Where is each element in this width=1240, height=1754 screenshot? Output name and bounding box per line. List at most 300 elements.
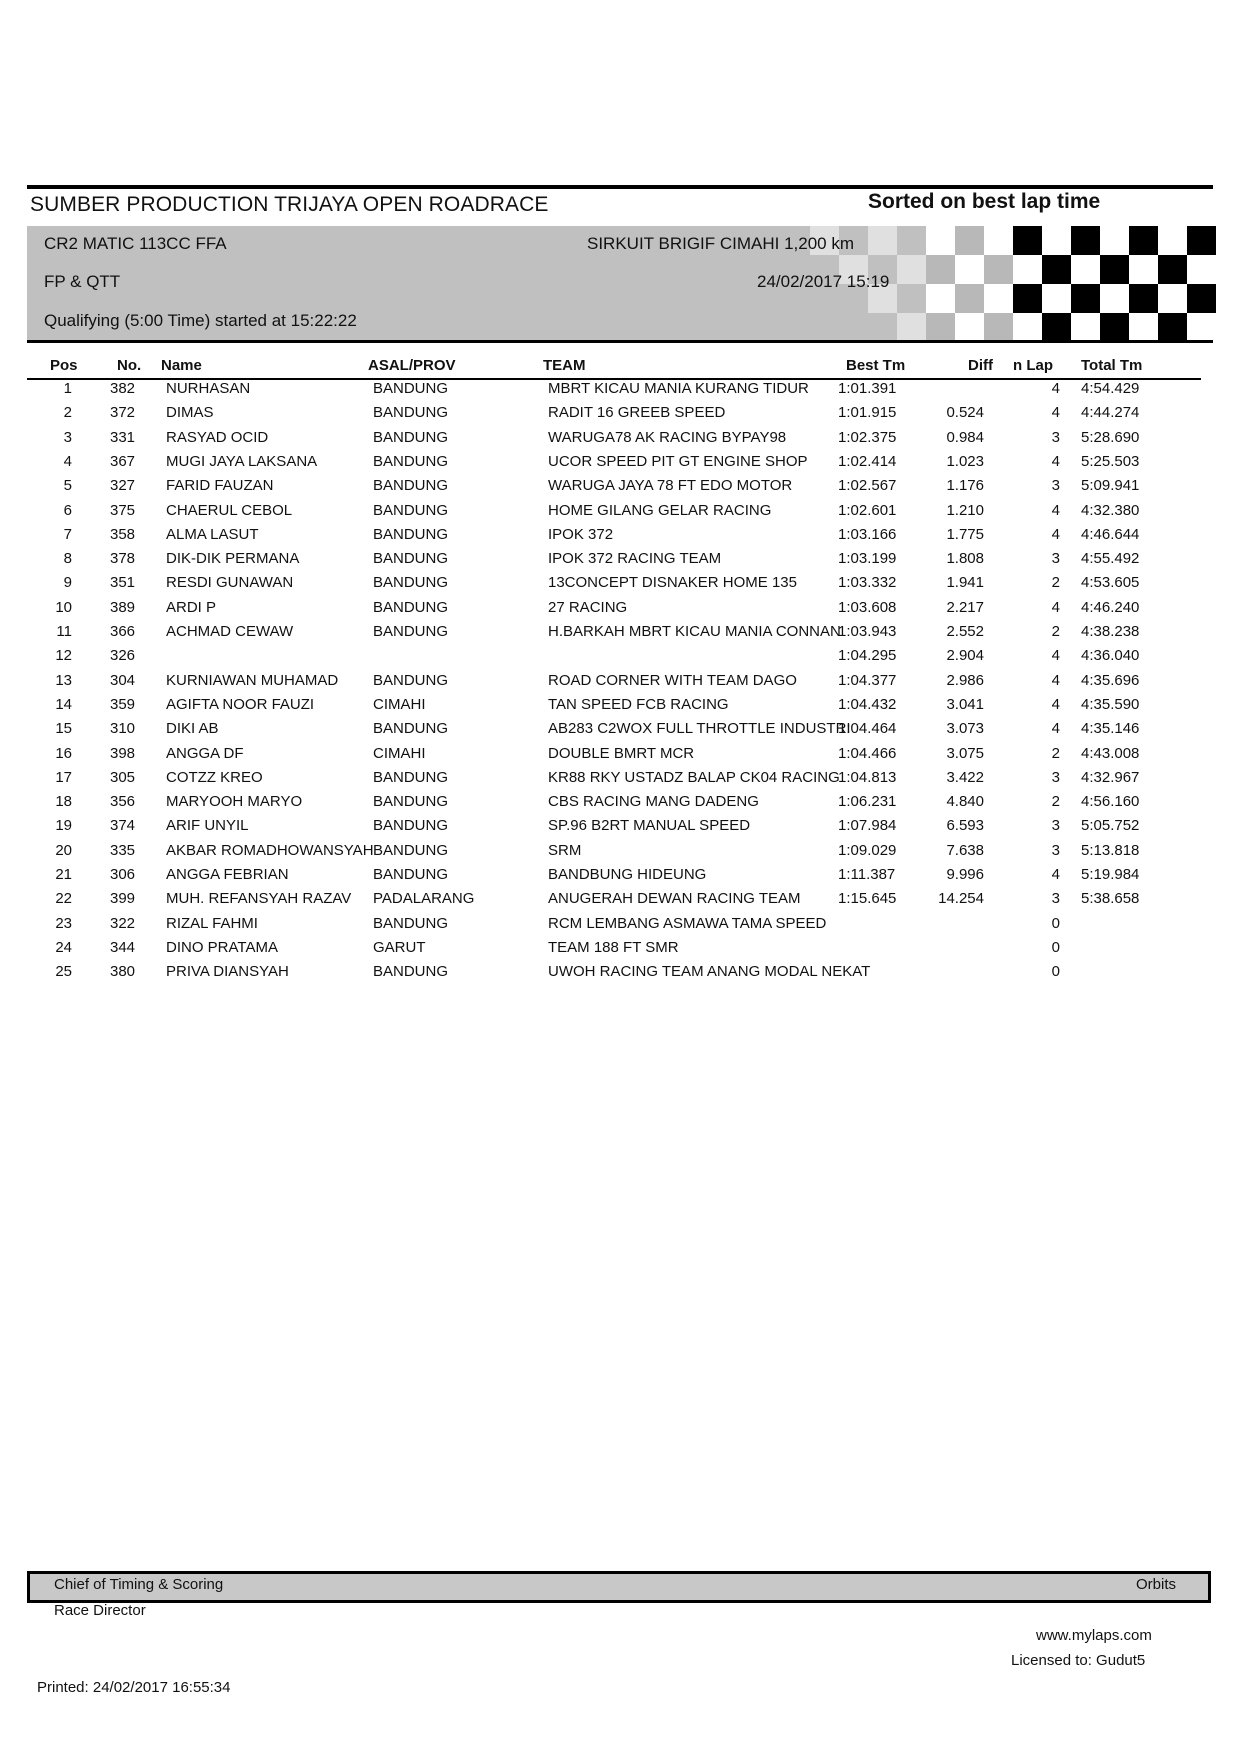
col-header-diff: Diff xyxy=(968,357,993,374)
session-datetime: 24/02/2017 15:19 xyxy=(757,272,890,291)
cell-asal: BANDUNG xyxy=(373,914,449,932)
cell-name: MUGI JAYA LAKSANA xyxy=(166,452,318,470)
flag-square xyxy=(1042,284,1071,313)
cell-team: AB283 C2WOX FULL THROTTLE INDUSTRI xyxy=(548,720,851,738)
cell-asal: BANDUNG xyxy=(373,525,449,543)
cell-laps: 0 xyxy=(1051,938,1060,956)
cell-team: ROAD CORNER WITH TEAM DAGO xyxy=(548,671,797,689)
cell-diff: 2.552 xyxy=(946,623,984,640)
cell-asal: BANDUNG xyxy=(373,404,449,422)
table-row xyxy=(0,647,1240,671)
cell-pos: 17 xyxy=(55,768,72,786)
cell-team: DOUBLE BMRT MCR xyxy=(548,744,695,762)
cell-number: 356 xyxy=(110,793,136,811)
cell-laps: 3 xyxy=(1051,768,1060,786)
cell-best-time: 1:04.464 xyxy=(838,720,897,738)
cell-total-time: 4:46.240 xyxy=(1081,598,1140,616)
col-header-no: No. xyxy=(117,357,142,374)
cell-number: 335 xyxy=(110,841,136,859)
cell-diff: 1.808 xyxy=(946,550,984,568)
cell-best-time: 1:02.601 xyxy=(838,501,897,519)
cell-team: HOME GILANG GELAR RACING xyxy=(548,501,772,519)
flag-square xyxy=(984,255,1013,284)
col-header-pos: Pos xyxy=(50,357,78,374)
cell-diff: 1.210 xyxy=(946,501,984,519)
cell-pos: 19 xyxy=(55,817,72,835)
session-name: FP & QTT xyxy=(44,272,121,291)
table-row xyxy=(0,915,1240,939)
cell-pos: 9 xyxy=(63,574,72,592)
cell-total-time: 5:05.752 xyxy=(1081,817,1140,835)
table-row xyxy=(0,550,1240,574)
cell-total-time: 5:19.984 xyxy=(1081,866,1140,883)
cell-diff: 2.217 xyxy=(946,598,984,616)
flag-square xyxy=(926,284,955,313)
cell-number: 351 xyxy=(110,574,136,592)
flag-square xyxy=(1013,313,1042,342)
cell-asal: GARUT xyxy=(373,938,426,956)
cell-total-time: 4:53.605 xyxy=(1081,574,1140,592)
cell-best-time: 1:11.387 xyxy=(838,866,896,883)
table-row xyxy=(0,890,1240,914)
cell-name: MARYOOH MARYO xyxy=(166,793,303,811)
flag-square xyxy=(1100,313,1129,342)
cell-number: 378 xyxy=(110,550,136,568)
cell-team: RADIT 16 GREEB SPEED xyxy=(548,404,726,422)
table-row xyxy=(0,696,1240,720)
cell-number: 327 xyxy=(110,477,136,495)
flag-square xyxy=(839,313,868,342)
flag-square xyxy=(1042,226,1071,255)
cell-diff: 3.422 xyxy=(946,768,984,786)
flag-square xyxy=(1071,313,1100,342)
cell-laps: 4 xyxy=(1051,671,1060,689)
cell-best-time: 1:04.432 xyxy=(838,695,897,713)
flag-square xyxy=(897,284,926,313)
cell-diff: 1.775 xyxy=(946,525,984,543)
col-header-best-time: Best Tm xyxy=(846,357,906,374)
table-row xyxy=(0,842,1240,866)
table-row xyxy=(0,939,1240,963)
cell-pos: 24 xyxy=(55,938,72,956)
flag-square xyxy=(984,226,1013,255)
flag-square xyxy=(1042,313,1071,342)
cell-name: PRIVA DIANSYAH xyxy=(166,963,289,981)
cell-best-time: 1:02.375 xyxy=(838,428,897,446)
table-row xyxy=(0,453,1240,477)
table-row xyxy=(0,769,1240,793)
cell-asal: BANDUNG xyxy=(373,793,449,811)
cell-team: 27 RACING xyxy=(548,598,628,616)
cell-diff: 1.941 xyxy=(946,574,984,592)
cell-diff: 3.041 xyxy=(946,695,984,713)
cell-team: IPOK 372 xyxy=(548,525,614,543)
cell-number: 367 xyxy=(110,452,136,470)
flag-square xyxy=(955,255,984,284)
cell-pos: 1 xyxy=(63,380,72,397)
cell-team: CBS RACING MANG DADENG xyxy=(548,793,759,811)
flag-square xyxy=(897,313,926,342)
cell-asal: BANDUNG xyxy=(373,550,449,568)
session-start-info: Qualifying (5:00 Time) started at 15:22:22 xyxy=(44,311,357,330)
cell-total-time: 4:32.967 xyxy=(1081,768,1140,786)
table-row xyxy=(0,526,1240,550)
cell-best-time: 1:03.332 xyxy=(838,574,897,592)
cell-asal: BANDUNG xyxy=(373,380,449,397)
cell-diff: 4.840 xyxy=(946,793,984,811)
col-header-laps: n Lap xyxy=(1013,357,1053,374)
cell-best-time: 1:02.567 xyxy=(838,477,897,495)
cell-diff: 9.996 xyxy=(946,866,984,883)
cell-laps: 4 xyxy=(1051,598,1060,616)
cell-name: DINO PRATAMA xyxy=(166,938,278,956)
cell-laps: 4 xyxy=(1051,647,1060,665)
cell-best-time: 1:04.295 xyxy=(838,647,897,665)
cell-number: 382 xyxy=(110,380,136,397)
cell-name: AKBAR ROMADHOWANSYAH xyxy=(166,841,374,859)
flag-square xyxy=(897,226,926,255)
table-row xyxy=(0,429,1240,453)
flag-square xyxy=(1100,284,1129,313)
cell-pos: 23 xyxy=(55,914,72,932)
flag-square xyxy=(1071,255,1100,284)
cell-team: KR88 RKY USTADZ BALAP CK04 RACING xyxy=(548,768,840,786)
cell-name: RIZAL FAHMI xyxy=(166,914,258,932)
cell-number: 372 xyxy=(110,404,136,422)
flag-square xyxy=(1158,313,1187,342)
flag-square xyxy=(1071,284,1100,313)
cell-total-time: 4:36.040 xyxy=(1081,647,1140,665)
cell-number: 310 xyxy=(110,720,136,738)
sort-label: Sorted on best lap time xyxy=(868,190,1101,213)
flag-square xyxy=(1187,255,1216,284)
cell-number: 322 xyxy=(110,914,136,932)
cell-pos: 2 xyxy=(63,404,72,422)
cell-laps: 2 xyxy=(1051,744,1060,762)
cell-total-time: 4:35.696 xyxy=(1081,671,1140,689)
cell-laps: 3 xyxy=(1051,817,1060,835)
cell-total-time: 4:35.146 xyxy=(1081,720,1140,738)
cell-best-time: 1:15.645 xyxy=(838,890,897,908)
cell-total-time: 4:54.429 xyxy=(1081,380,1140,397)
cell-name: DIMAS xyxy=(166,404,214,422)
cell-team: SP.96 B2RT MANUAL SPEED xyxy=(548,817,751,835)
cell-best-time: 1:03.166 xyxy=(838,525,897,543)
cell-pos: 12 xyxy=(55,647,72,665)
table-row xyxy=(0,404,1240,428)
cell-diff: 2.986 xyxy=(946,671,984,689)
website-label: www.mylaps.com xyxy=(1036,1627,1152,1644)
cell-diff: 7.638 xyxy=(946,841,984,859)
cell-number: 398 xyxy=(110,744,136,762)
license-label: Licensed to: Gudut5 xyxy=(1011,1652,1146,1669)
cell-name: ALMA LASUT xyxy=(166,525,259,543)
cell-best-time: 1:02.414 xyxy=(838,452,897,470)
cell-name: DIKI AB xyxy=(166,720,219,738)
cell-number: 399 xyxy=(110,890,136,908)
table-row xyxy=(0,793,1240,817)
printed-timestamp: Printed: 24/02/2017 16:55:34 xyxy=(37,1679,231,1696)
cell-laps: 0 xyxy=(1051,963,1060,981)
col-header-team: TEAM xyxy=(543,357,586,374)
flag-square xyxy=(868,226,897,255)
cell-pos: 18 xyxy=(55,793,72,811)
table-row xyxy=(0,866,1240,890)
col-header-asal: ASAL/PROV xyxy=(368,357,456,374)
cell-asal: BANDUNG xyxy=(373,841,449,859)
cell-best-time: 1:06.231 xyxy=(838,793,897,811)
cell-laps: 0 xyxy=(1051,914,1060,932)
cell-pos: 15 xyxy=(55,720,72,738)
cell-asal: BANDUNG xyxy=(373,501,449,519)
flag-square xyxy=(1013,226,1042,255)
cell-best-time: 1:03.199 xyxy=(838,550,897,568)
cell-number: 306 xyxy=(110,866,136,883)
cell-laps: 3 xyxy=(1051,477,1060,495)
cell-total-time: 5:28.690 xyxy=(1081,428,1140,446)
cell-total-time: 4:56.160 xyxy=(1081,793,1140,811)
cell-laps: 3 xyxy=(1051,890,1060,908)
cell-total-time: 4:46.644 xyxy=(1081,525,1140,543)
cell-laps: 4 xyxy=(1051,380,1060,397)
cell-pos: 22 xyxy=(55,890,72,908)
cell-team: RCM LEMBANG ASMAWA TAMA SPEED xyxy=(548,914,827,932)
cell-diff: 1.023 xyxy=(946,452,984,470)
cell-number: 380 xyxy=(110,963,136,981)
table-row xyxy=(0,817,1240,841)
cell-diff: 3.073 xyxy=(946,720,984,738)
cell-name: RESDI GUNAWAN xyxy=(166,574,294,592)
cell-name: ACHMAD CEWAW xyxy=(166,623,294,640)
flag-square xyxy=(897,255,926,284)
cell-pos: 13 xyxy=(55,671,72,689)
flag-square xyxy=(955,226,984,255)
cell-asal: CIMAHI xyxy=(373,744,426,762)
cell-laps: 2 xyxy=(1051,574,1060,592)
col-header-name: Name xyxy=(161,357,202,374)
cell-pos: 8 xyxy=(63,550,72,568)
cell-asal: BANDUNG xyxy=(373,866,449,883)
flag-square xyxy=(1129,226,1158,255)
cell-team: H.BARKAH MBRT KICAU MANIA CONNAN xyxy=(548,623,841,640)
flag-square xyxy=(1129,313,1158,342)
cell-pos: 16 xyxy=(55,744,72,762)
cell-asal: BANDUNG xyxy=(373,574,449,592)
cell-number: 375 xyxy=(110,501,136,519)
table-row xyxy=(0,502,1240,526)
cell-team: SRM xyxy=(548,841,582,859)
cell-best-time: 1:04.466 xyxy=(838,744,897,762)
cell-asal: BANDUNG xyxy=(373,963,449,981)
cell-name: KURNIAWAN MUHAMAD xyxy=(166,671,339,689)
cell-diff: 0.984 xyxy=(946,428,984,446)
cell-asal: BANDUNG xyxy=(373,623,449,640)
cell-laps: 3 xyxy=(1051,550,1060,568)
header-top-rule xyxy=(27,185,1213,189)
cell-total-time: 5:09.941 xyxy=(1081,477,1140,495)
table-row xyxy=(0,477,1240,501)
cell-laps: 4 xyxy=(1051,695,1060,713)
cell-team: WARUGA78 AK RACING BYPAY98 xyxy=(548,428,787,446)
cell-total-time: 5:25.503 xyxy=(1081,452,1140,470)
cell-asal: PADALARANG xyxy=(373,890,475,908)
cell-team: UWOH RACING TEAM ANANG MODAL NEKAT xyxy=(548,963,871,981)
flag-square xyxy=(810,313,839,342)
cell-diff: 14.254 xyxy=(938,890,984,908)
flag-square xyxy=(926,313,955,342)
table-row xyxy=(0,574,1240,598)
cell-asal: BANDUNG xyxy=(373,428,449,446)
cell-laps: 4 xyxy=(1051,404,1060,422)
table-row xyxy=(0,720,1240,744)
cell-asal: BANDUNG xyxy=(373,598,449,616)
cell-asal: BANDUNG xyxy=(373,817,449,835)
flag-square xyxy=(984,284,1013,313)
cell-laps: 4 xyxy=(1051,452,1060,470)
flag-square xyxy=(1100,255,1129,284)
flag-square xyxy=(1100,226,1129,255)
cell-name: CHAERUL CEBOL xyxy=(166,501,293,519)
cell-team: MBRT KICAU MANIA KURANG TIDUR xyxy=(548,380,809,397)
cell-name: ANGGA DF xyxy=(166,744,244,762)
cell-pos: 21 xyxy=(55,866,72,883)
flag-square xyxy=(926,255,955,284)
flag-square xyxy=(1042,255,1071,284)
cell-best-time: 1:03.608 xyxy=(838,598,897,616)
cell-number: 358 xyxy=(110,525,136,543)
cell-laps: 3 xyxy=(1051,428,1060,446)
flag-square xyxy=(1158,284,1187,313)
cell-team: TEAM 188 FT SMR xyxy=(548,938,679,956)
table-row xyxy=(0,380,1240,404)
flag-square xyxy=(1013,284,1042,313)
cell-pos: 14 xyxy=(55,695,72,713)
cell-laps: 4 xyxy=(1051,720,1060,738)
cell-number: 304 xyxy=(110,671,136,689)
table-row xyxy=(0,599,1240,623)
cell-best-time: 1:09.029 xyxy=(838,841,897,859)
cell-diff: 0.524 xyxy=(946,404,984,422)
cell-name: RASYAD OCID xyxy=(166,428,269,446)
cell-pos: 25 xyxy=(55,963,72,981)
cell-total-time: 4:44.274 xyxy=(1081,404,1140,422)
flag-square xyxy=(1071,226,1100,255)
cell-pos: 5 xyxy=(63,477,72,495)
cell-diff: 3.075 xyxy=(946,744,984,762)
cell-pos: 3 xyxy=(63,428,72,446)
cell-asal: BANDUNG xyxy=(373,671,449,689)
table-row xyxy=(0,672,1240,696)
cell-total-time: 4:32.380 xyxy=(1081,501,1140,519)
orbits-label: Orbits xyxy=(1136,1576,1177,1593)
flag-square xyxy=(1013,255,1042,284)
flag-square xyxy=(955,284,984,313)
cell-total-time: 4:38.238 xyxy=(1081,623,1140,640)
cell-pos: 6 xyxy=(63,501,72,519)
cell-total-time: 4:55.492 xyxy=(1081,550,1140,568)
cell-asal: BANDUNG xyxy=(373,768,449,786)
cell-laps: 4 xyxy=(1051,866,1060,883)
cell-team: WARUGA JAYA 78 FT EDO MOTOR xyxy=(548,477,793,495)
flag-square xyxy=(984,313,1013,342)
cell-team: BANDBUNG HIDEUNG xyxy=(548,866,707,883)
flag-square xyxy=(868,313,897,342)
cell-pos: 20 xyxy=(55,841,72,859)
flag-square xyxy=(1158,255,1187,284)
cell-name: ARDI P xyxy=(166,598,217,616)
cell-number: 374 xyxy=(110,817,136,835)
cell-pos: 11 xyxy=(56,623,72,640)
cell-team: ANUGERAH DEWAN RACING TEAM xyxy=(548,890,801,908)
cell-team: 13CONCEPT DISNAKER HOME 135 xyxy=(548,574,797,592)
cell-best-time: 1:01.391 xyxy=(838,380,897,397)
table-row xyxy=(0,745,1240,769)
chief-of-timing-label: Chief of Timing & Scoring xyxy=(54,1576,224,1593)
cell-asal: CIMAHI xyxy=(373,695,426,713)
cell-pos: 10 xyxy=(55,598,72,616)
cell-pos: 7 xyxy=(63,525,72,543)
cell-best-time: 1:01.915 xyxy=(838,404,897,422)
cell-laps: 3 xyxy=(1051,841,1060,859)
cell-name: MUH. REFANSYAH RAZAV xyxy=(166,890,352,908)
cell-diff: 2.904 xyxy=(946,647,984,665)
cell-number: 326 xyxy=(110,647,136,665)
circuit-name: SIRKUIT BRIGIF CIMAHI 1,200 km xyxy=(587,234,855,253)
cell-asal: BANDUNG xyxy=(373,477,449,495)
flag-square xyxy=(955,313,984,342)
cell-team: TAN SPEED FCB RACING xyxy=(548,695,729,713)
cell-best-time: 1:03.943 xyxy=(838,623,897,640)
cell-name: NURHASAN xyxy=(166,380,251,397)
cell-total-time: 5:38.658 xyxy=(1081,890,1140,908)
flag-square xyxy=(1158,226,1187,255)
flag-square xyxy=(1187,284,1216,313)
header-bottom-rule xyxy=(27,340,1213,343)
flag-square xyxy=(1129,284,1158,313)
cell-number: 359 xyxy=(110,695,136,713)
table-row xyxy=(0,623,1240,647)
cell-name: COTZZ KREO xyxy=(166,768,263,786)
cell-team: UCOR SPEED PIT GT ENGINE SHOP xyxy=(548,452,808,470)
class-name: CR2 MATIC 113CC FFA xyxy=(44,234,227,253)
cell-name: DIK-DIK PERMANA xyxy=(166,550,300,568)
col-header-total-time: Total Tm xyxy=(1081,357,1143,374)
cell-diff: 1.176 xyxy=(946,477,984,495)
cell-best-time: 1:07.984 xyxy=(838,817,897,835)
cell-name: AGIFTA NOOR FAUZI xyxy=(166,695,315,713)
cell-asal: BANDUNG xyxy=(373,452,449,470)
flag-square xyxy=(1187,313,1216,342)
cell-number: 344 xyxy=(110,938,136,956)
flag-square xyxy=(1129,255,1158,284)
cell-total-time: 4:43.008 xyxy=(1081,744,1140,762)
cell-laps: 2 xyxy=(1051,793,1060,811)
cell-diff: 6.593 xyxy=(946,817,984,835)
cell-total-time: 4:35.590 xyxy=(1081,695,1140,713)
cell-best-time: 1:04.377 xyxy=(838,671,897,689)
cell-name: FARID FAUZAN xyxy=(166,477,274,495)
cell-number: 305 xyxy=(110,768,136,786)
cell-total-time: 5:13.818 xyxy=(1081,841,1140,859)
cell-name: ANGGA FEBRIAN xyxy=(166,866,289,883)
event-title: SUMBER PRODUCTION TRIJAYA OPEN ROADRACE xyxy=(30,193,549,216)
cell-asal: BANDUNG xyxy=(373,720,449,738)
cell-laps: 4 xyxy=(1051,501,1060,519)
cell-best-time: 1:04.813 xyxy=(838,768,897,786)
cell-name: ARIF UNYIL xyxy=(166,817,249,835)
cell-number: 366 xyxy=(110,623,136,640)
cell-number: 331 xyxy=(110,428,136,446)
